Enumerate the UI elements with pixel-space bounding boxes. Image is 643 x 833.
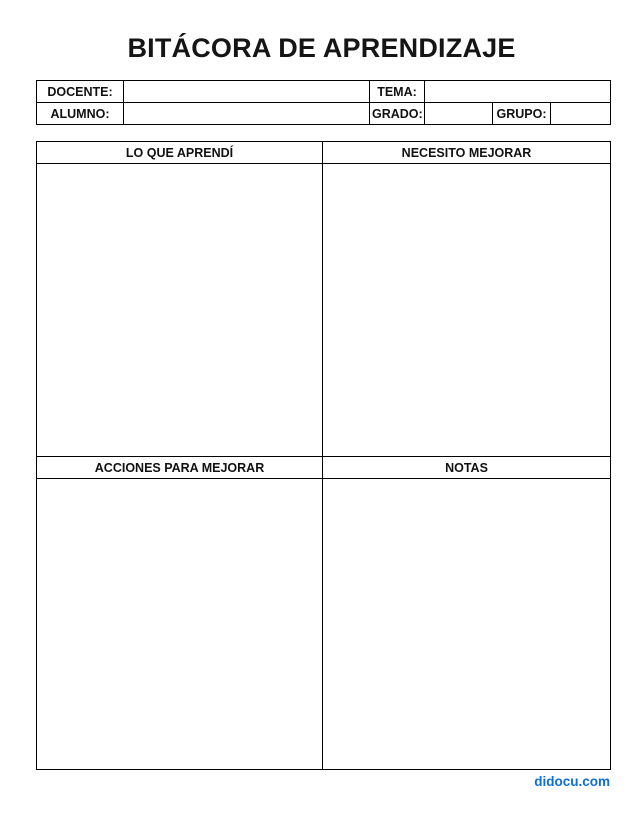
notas-area[interactable] — [323, 479, 611, 770]
lo-que-aprendi-area[interactable] — [37, 164, 323, 457]
tema-label: TEMA: — [370, 81, 425, 103]
alumno-field[interactable] — [124, 103, 370, 125]
notas-header: NOTAS — [323, 457, 611, 479]
quadrant-header-row-top — [37, 142, 611, 164]
necesito-mejorar-header: NECESITO MEJORAR — [323, 142, 611, 164]
acciones-para-mejorar-header: ACCIONES PARA MEJORAR — [37, 457, 323, 479]
docente-label: DOCENTE: — [37, 81, 124, 103]
grado-field[interactable] — [425, 103, 493, 125]
grado-label: GRADO: — [370, 103, 425, 125]
lo-que-aprendi-header: LO QUE APRENDÍ — [37, 142, 323, 164]
grupo-label: GRUPO: — [493, 103, 551, 125]
quadrant-table — [36, 141, 611, 770]
grupo-field[interactable] — [551, 103, 611, 125]
info-row-1 — [37, 81, 611, 103]
info-row-2 — [37, 103, 611, 125]
quadrant-header-row-bottom — [37, 457, 611, 479]
necesito-mejorar-area[interactable] — [323, 164, 611, 457]
student-info-table — [36, 80, 611, 125]
watermark-link[interactable]: didocu.com — [534, 774, 610, 789]
quadrant-body-row-top — [37, 164, 611, 457]
tema-field[interactable] — [425, 81, 611, 103]
docente-field[interactable] — [124, 81, 370, 103]
page-title: BITÁCORA DE APRENDIZAJE — [127, 33, 516, 63]
alumno-label: ALUMNO: — [37, 103, 124, 125]
acciones-para-mejorar-area[interactable] — [37, 479, 323, 770]
quadrant-body-row-bottom — [37, 479, 611, 770]
